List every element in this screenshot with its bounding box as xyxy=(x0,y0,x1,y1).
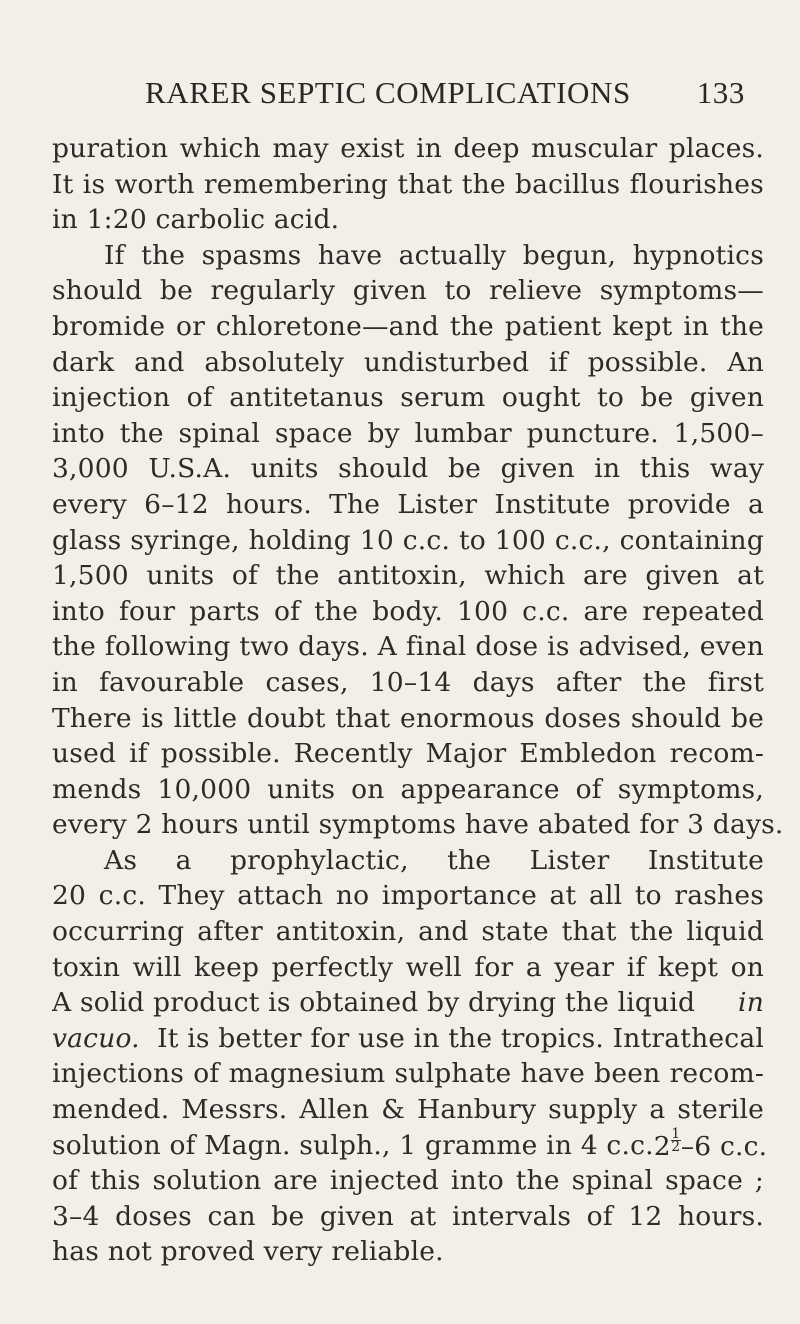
text-line: should be regularly given to relieve symptoms— xyxy=(52,275,764,307)
text-line-with-fraction xyxy=(52,1125,768,1164)
text-line: 3–4 doses can be given at intervals of 12 hours. xyxy=(52,1200,764,1232)
text-line: It is worth remembering that the bacillus flourishes xyxy=(52,168,764,200)
text-line: injection of antitetanus serum ought to be given xyxy=(52,382,764,414)
text-fragment: –6 c.c. xyxy=(680,1130,768,1162)
text-line: toxin will keep perfectly well for a year if kept on xyxy=(52,951,764,983)
fraction-group xyxy=(653,1125,768,1164)
text-line: into the spinal space by lumbar puncture. 1,500– xyxy=(52,417,764,449)
text-line: dark and absolutely undisturbed if possible. An xyxy=(52,346,764,378)
chapter-title: RARER SEPTIC COMPLICATIONS xyxy=(145,75,631,110)
text-line: mends 10,000 units on appearance of symptoms, xyxy=(52,773,764,805)
fraction-half xyxy=(671,1125,681,1155)
text-fragment: A solid product is obtained by drying the liquid xyxy=(52,987,696,1019)
text-line: in 1:20 carbolic acid. xyxy=(52,204,340,236)
text-line: occurring after antitoxin, and state that the liquid xyxy=(52,916,764,948)
fraction-numerator: 1 xyxy=(671,1125,681,1142)
text-line: puration which may exist in deep muscular places. xyxy=(52,133,764,164)
page-number: 133 xyxy=(696,75,745,110)
text-line: There is little doubt that enormous doses should be xyxy=(52,702,764,734)
italic-in: in xyxy=(738,987,764,1019)
text-line-with-italic xyxy=(52,1021,764,1057)
body-text xyxy=(52,131,784,1270)
text-line: used if possible. Recently Major Embledon recom- xyxy=(52,738,764,770)
text-line: As a prophylactic, the Lister Institute xyxy=(104,844,764,876)
text-line: bromide or chloretone—and the patient kept in the xyxy=(52,310,764,342)
text-line-with-italic xyxy=(52,985,764,1021)
text-fragment: solution of Magn. sulph., 1 gramme in 4 c.c. xyxy=(52,1129,654,1161)
text-line: into four parts of the body. 100 c.c. are repeated xyxy=(52,595,764,627)
text-line: the following two days. A final dose is advised, even xyxy=(52,631,764,663)
fraction-whole: 2 xyxy=(653,1130,671,1162)
text-fragment: It is better for use in the tropics. Intrathecal xyxy=(157,1022,764,1054)
running-head xyxy=(145,74,745,112)
text-line: injections of magnesium sulphate have been recom- xyxy=(52,1058,764,1090)
text-line: every 2 hours until symptoms have abated for 3 days. xyxy=(52,809,784,841)
text-line: has not proved very reliable. xyxy=(52,1236,444,1268)
text-line: of this solution are injected into the spinal space ; xyxy=(52,1165,764,1197)
fraction-denominator: 2 xyxy=(671,1138,681,1155)
text-line: 1,500 units of the antitoxin, which are given at xyxy=(52,560,764,592)
text-line: mended. Messrs. Allen & Hanbury supply a sterile xyxy=(52,1094,764,1126)
text-line: in favourable cases, 10–14 days after the first xyxy=(52,666,764,698)
italic-vacuo: vacuo. xyxy=(52,1022,140,1054)
text-line: 3,000 U.S.A. units should be given in this way xyxy=(52,453,764,485)
text-line: every 6–12 hours. The Lister Institute provide a xyxy=(52,488,764,520)
text-line: If the spasms have actually begun, hypnotics xyxy=(104,239,764,271)
text-line: 20 c.c. They attach no importance at all to rashes xyxy=(52,880,764,912)
text-line: glass syringe, holding 10 c.c. to 100 c.c., containing xyxy=(52,524,764,556)
